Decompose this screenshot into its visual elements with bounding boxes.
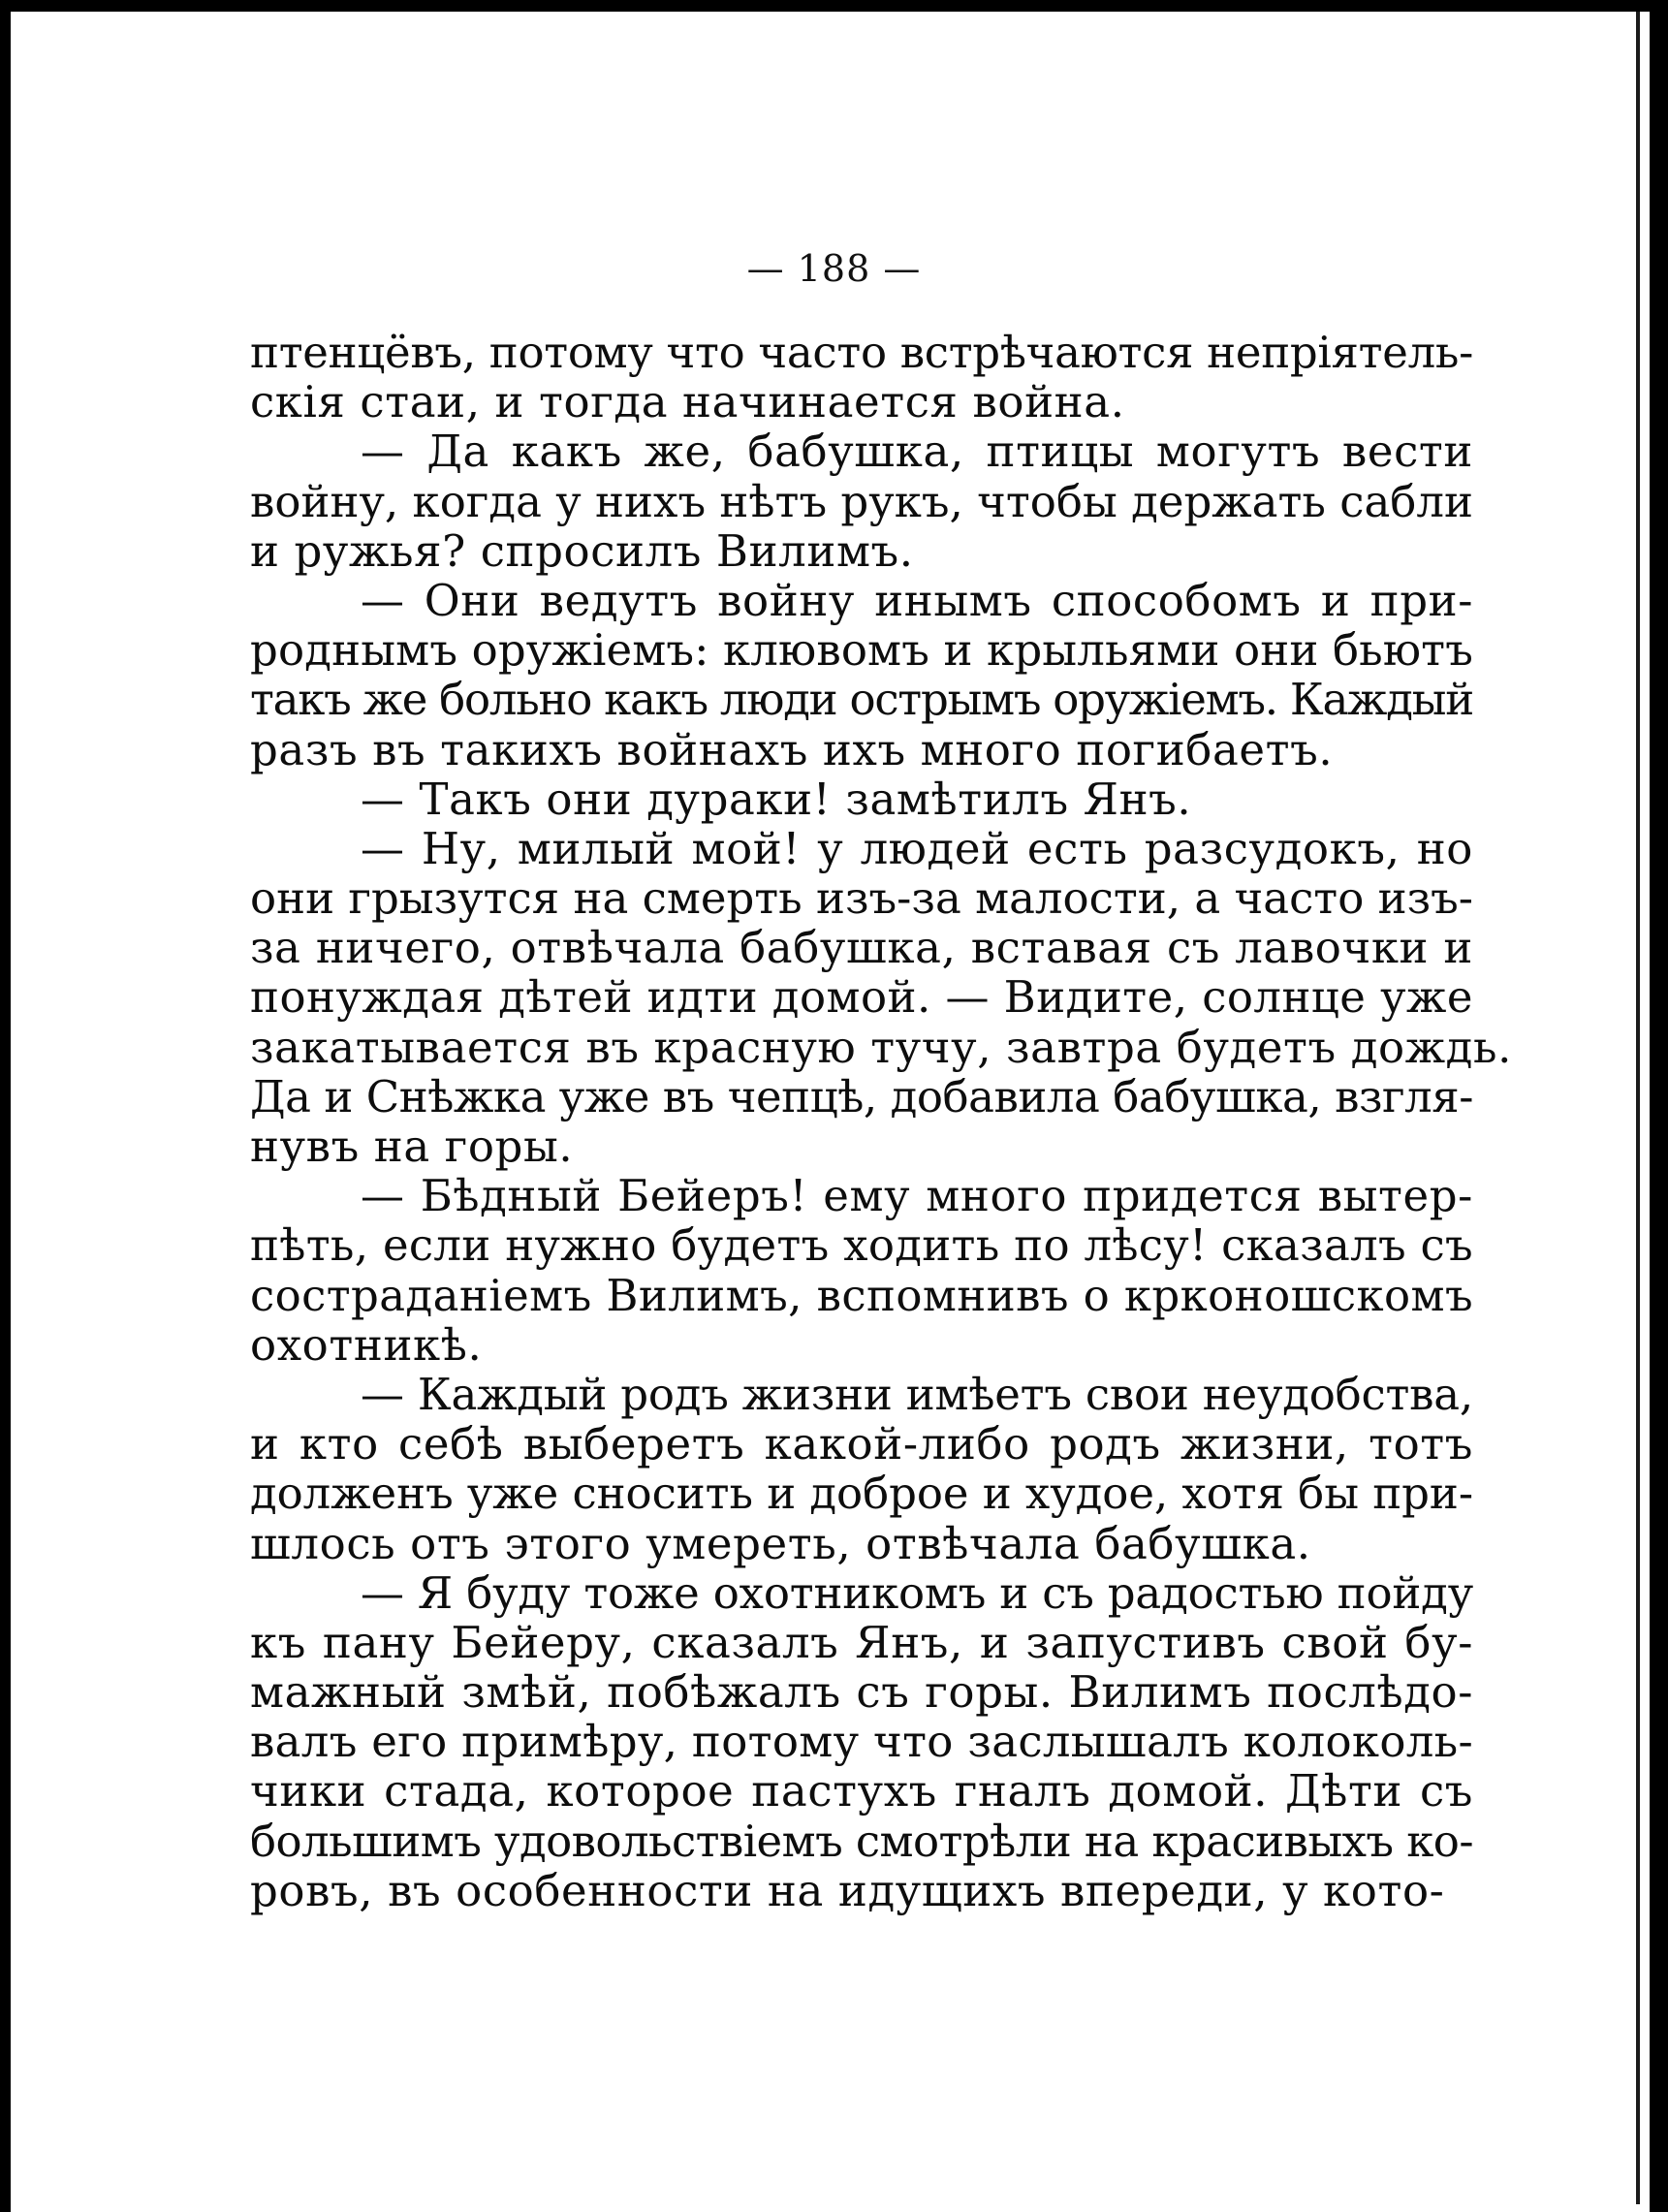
text-line: они грызутся на смерть изъ-за малости, а часто изъ- [250,872,1473,925]
text-line: — Ну, милый мой! у людей есть разсудокъ, но [361,822,1473,874]
text-line: нувъ на горы. [250,1121,574,1172]
text-line: понуждая дѣтей идти домой. — Видите, солнце уже [250,971,1473,1024]
text-line: и ружья? спросилъ Вилимъ. [250,524,914,577]
text-line: ровъ, въ особенности на идущихъ впереди, у кото- [250,1864,1445,1916]
text-line: разъ въ такихъ войнахъ ихъ много погибаетъ. [250,723,1334,775]
body-text [250,327,1512,1916]
text-line: шлось отъ этого умереть, отвѣчала бабушка. [250,1517,1311,1569]
text-line: пѣть, если нужно будетъ ходить по лѣсу! сказалъ съ [250,1219,1473,1272]
text-line: — Каждый родъ жизни имѣетъ свои неудобства, [361,1368,1473,1420]
text-line: мажный змѣй, побѣжалъ съ горы. Вилимъ послѣдо- [250,1666,1473,1719]
text-line: и кто себѣ выберетъ какой-либо родъ жизни, тотъ [250,1418,1473,1470]
text-line: долженъ уже сносить и доброе и худое, хотя бы при- [250,1468,1473,1520]
text-line: охотникѣ. [250,1318,483,1371]
text-line: чики стада, которое пастухъ гналъ домой. Дѣти съ [250,1765,1473,1817]
text-line: войну, когда у нихъ нѣтъ рукъ, чтобы держать сабли [250,475,1473,527]
text-line: — Я буду тоже охотникомъ и съ радостью пойду [361,1566,1473,1619]
text-line: скія стаи, и тогда начинается война. [250,376,1125,428]
text-line: — Они ведутъ войну инымъ способомъ и при- [361,574,1473,626]
text-line: Да и Снѣжка уже въ чепцѣ, добавила бабушка, взгля- [250,1070,1473,1122]
scan-border-top [0,0,1668,12]
text-line: — Бѣдный Бейеръ! ему много придется вытер- [361,1170,1473,1222]
text-line: къ пану Бейеру, сказалъ Янъ, и запустивъ свой бу- [250,1616,1473,1668]
text-line: состраданіемъ Вилимъ, вспомнивъ о крконошскомъ [250,1269,1473,1321]
text-line: такъ же больно какъ люди острымъ оружіемъ. Каждый [250,674,1473,726]
scan-border-right [1650,0,1668,2212]
text-line: большимъ удовольствіемъ смотрѣли на красивыхъ ко- [250,1815,1473,1867]
text-line: за ничего, отвѣчала бабушка, вставая съ лавочки и [250,922,1473,974]
text-line: роднымъ оружіемъ: клювомъ и крыльями они бьютъ [250,624,1473,677]
page-number: — 188 — [746,247,922,290]
text-line: — Да какъ же, бабушка, птицы могутъ вести [361,426,1473,478]
scan-border-left [0,0,11,2212]
text-line: закатывается въ красную тучу, завтра будетъ дождь. [250,1021,1512,1073]
text-line: валъ его примѣру, потому что заслышалъ колоколь- [250,1716,1473,1768]
text-line: — Такъ они дураки! замѣтилъ Янъ. [361,773,1192,825]
text-line: птенцёвъ, потому что часто встрѣчаются непріятель- [250,327,1473,378]
scan-border-right-inner [1636,12,1640,2204]
